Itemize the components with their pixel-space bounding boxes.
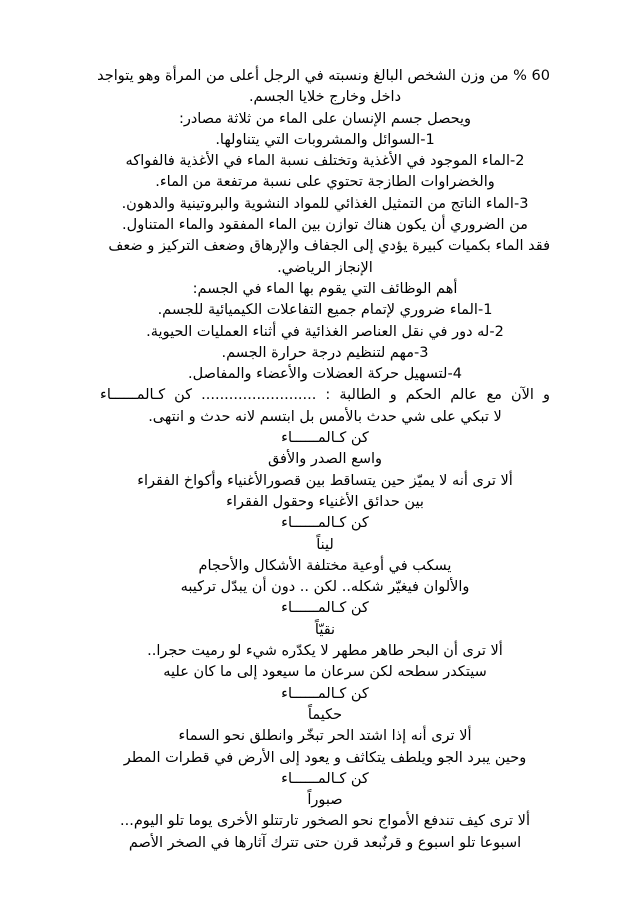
text-line: 60 % من وزن الشخص البالغ ونسبته في الرجل أعلى من المرأة وهو يتواجد [97,68,550,84]
text-line: 3-الماء الناتج من التمثيل الغذائي للمواد النشوية والبروتينية والدهون. [121,195,529,212]
text-line: ألا ترى أن البحر طاهر مطهر لا يكدّره شيء لو رميت حجرا.. [147,643,503,660]
text-line: اسبوعا تلو اسبوع و قرنٌبعد قرن حتى تترك آثارها في الصخر الأصم [128,834,522,851]
text-line: حكيماً [307,706,343,723]
text-line: 2-له دور في نقل العناصر الغذائية في أثناء العمليات الحيوية. [146,323,504,340]
text-line: والألوان فيغيّر شكله.. لكن .. دون أن يبدّل تركيبه [180,579,470,596]
text-line: كن كـالمــــــاء [281,515,369,532]
text-line: واسع الصدر والأفق [267,451,383,468]
text-line: ألا ترى أنه لا يميّز حين يتساقط بين قصورالأغنياء وأكواخ الفقراء [137,472,513,489]
text-line: 4-لتسهيل حركة العضلات والأعضاء والمفاصل. [188,366,462,383]
text-line: أهم الوظائف التي يقوم بها الماء في الجسم: [192,280,458,297]
text-line: كن كـالمــــــاء [281,600,369,617]
text-line: و الآن مع عالم الحكم و الطالبة : ......................... كن كـالمــــــاء [100,387,550,404]
text-line: صبوراً [307,792,343,809]
text-line: ويحصل جسم الإنسان على الماء من ثلاثة مصادر: [178,110,472,127]
text-line: من الضروري أن يكون هناك توازن بين الماء المفقود والماء المتناول. [122,217,528,234]
text-line: بين حدائق الأغنياء وحقول الفقراء [226,493,424,510]
text-line: كن كـالمــــــاء [281,685,369,702]
text-line: الإنجاز الرياضي. [277,259,373,276]
text-line: 1-الماء ضروري لإتمام جميع التفاعلات الكيميائية للجسم. [157,302,493,319]
text-line: ليناً [316,536,334,553]
text-line: ألا ترى أنه إذا اشتد الحر تبخّر وانطلق نحو السماء [178,728,472,745]
text-line: ألا ترى كيف تندفع الأمواج نحو الصخور تارتتلو الأخرى يوما تلو اليوم... [120,813,530,830]
text-line: سيتكدر سطحه لكن سرعان ما سيعود إلى ما كان عليه [163,664,487,681]
text-line: كن كـالمــــــاء [281,430,369,447]
text-line: 3-مهم لتنظيم درجة حرارة الجسم. [221,344,429,361]
text-line: لا تبكي على شي حدث بالأمس بل ابتسم لانه حدث و انتهى. [148,408,502,425]
text-line: 1-السوائل والمشروبات التي يتناولها. [215,131,435,148]
text-line: فقد الماء بكميات كبيرة يؤدي إلى الجفاف والإرهاق وضعف التركيز و ضعف [108,238,550,255]
text-line: نقيّاً [314,621,336,638]
text-line: والخضراوات الطازجة تحتوي على نسبة مرتفعة من الماء. [155,174,495,191]
text-line: داخل وخارج خلايا الجسم. [248,89,402,106]
text-line: 2-الماء الموجود في الأغذية وتختلف نسبة الماء في الأغذية فالفواكه [125,153,525,170]
text-line: كن كـالمــــــاء [281,770,369,787]
text-line: وحين يبرد الجو ويلطف يتكاثف و يعود إلى الأرض في قطرات المطر [123,749,527,766]
text-line: يسكب في أوعية مختلفة الأشكال والأحجام [198,557,452,574]
document-body [97,66,550,854]
